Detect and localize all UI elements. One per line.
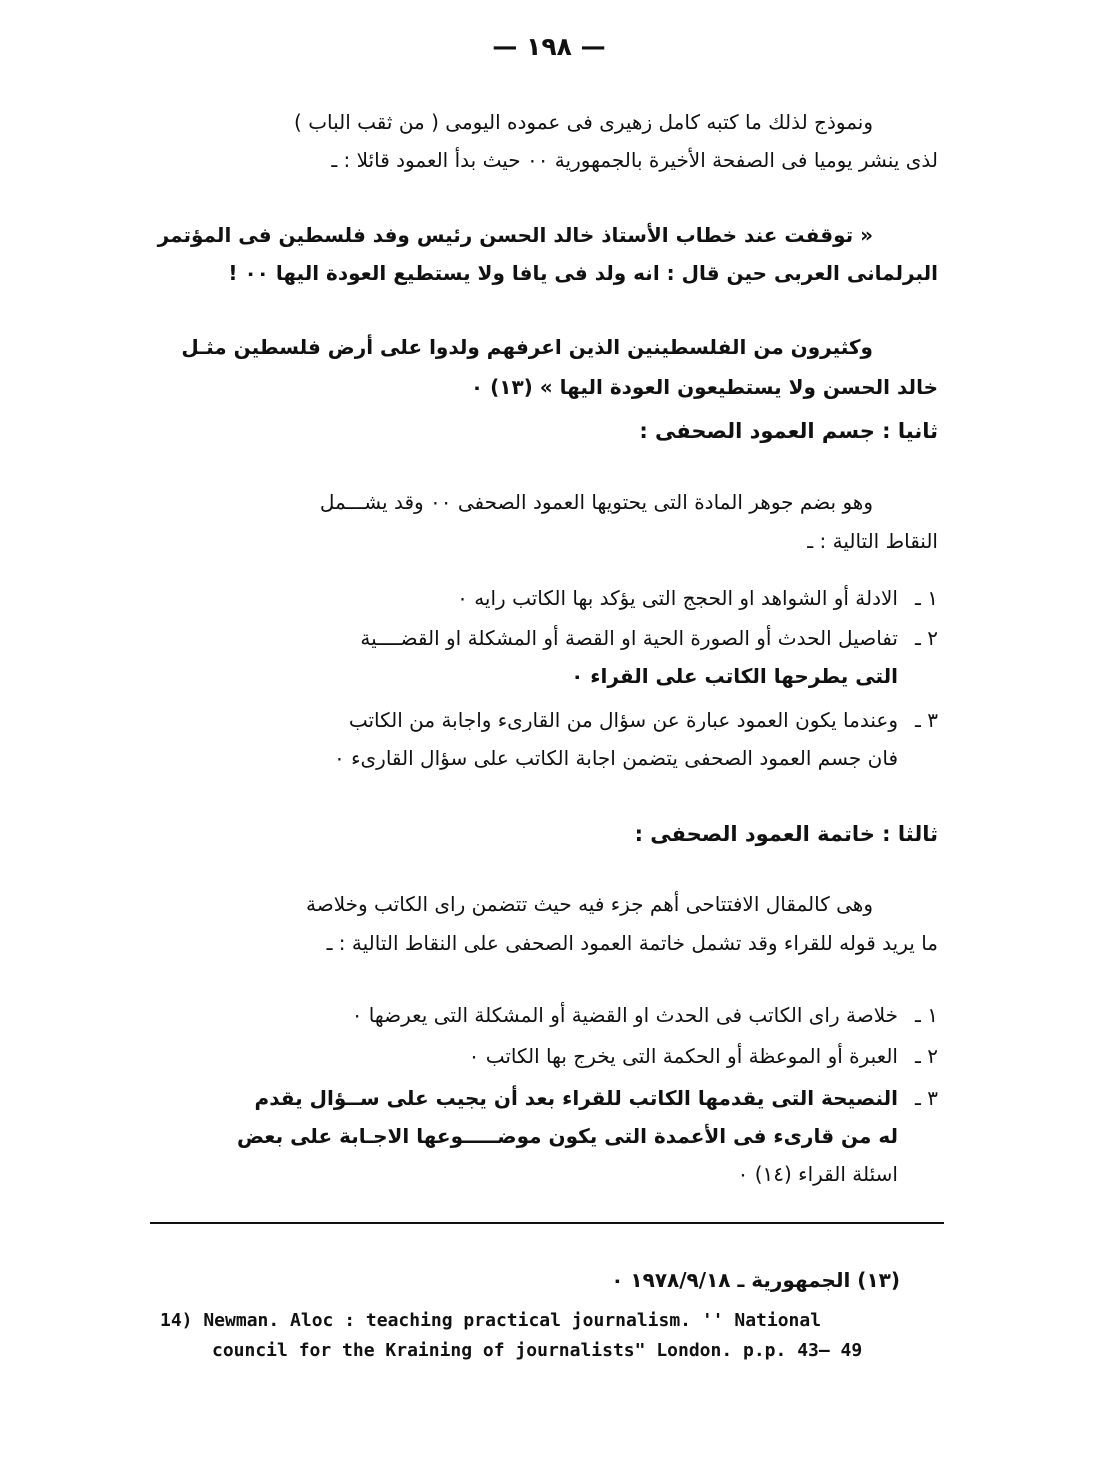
footnote-14-line2: council for the Kraining of journalists" London. p.p. 43— 49 (212, 1340, 863, 1361)
para2-line2: النقاط التالية : ـ (807, 529, 938, 553)
list-item (148, 1079, 938, 1199)
footnote-14-line1: 14) Newman. Aloc : teaching practical journalism. '' National (160, 1310, 822, 1331)
quote2-line1: وكثيرون من الفلسطينين الذين اعرفهم ولدوا على أرض فلسطين مثـل (181, 335, 873, 359)
quote2-line2: خالد الحسن ولا يستطيعون العودة اليها » (١٣) ٠ (470, 375, 938, 399)
list-item-number: ٢ ـ (915, 1044, 938, 1068)
quote1-line2: البرلمانى العربى حين قال : انه ولد فى يافا ولا يستطيع العودة اليها ٠٠ ! (228, 261, 938, 285)
footnote-divider (150, 1222, 944, 1224)
para2-line1: وهو بضم جوهر المادة التى يحتويها العمود الصحفى ٠٠ وقد يشـــمل (319, 490, 873, 514)
list-item-text: العبرة أو الموعظة أو الحكمة التى يخرج بها الكاتب ٠ (468, 1044, 898, 1068)
list-item-number: ٣ ـ (915, 1086, 938, 1110)
para1-line1: ونموذج لذلك ما كتبه كامل زهيرى فى عموده اليومى ( من ثقب الباب ) (294, 110, 873, 134)
section-heading-body: ثانيا : جسم العمود الصحفى : (639, 419, 938, 443)
list-item-text: فان جسم العمود الصحفى يتضمن اجابة الكاتب على سؤال القارىء ٠ (334, 746, 898, 770)
list-item (148, 996, 938, 1036)
list-item-text: اسئلة القراء (١٤) ٠ (737, 1162, 898, 1186)
section-heading-conclusion: ثالثا : خاتمة العمود الصحفى : (634, 822, 938, 846)
list-item (148, 579, 938, 619)
list-item-number: ١ ـ (915, 1003, 938, 1027)
list-item-text: تفاصيل الحدث أو الصورة الحية او القصة أو المشكلة او القضــــية (360, 626, 898, 650)
footnote-14 (160, 1306, 950, 1366)
footnote-13: (١٣) الجمهورية ـ ١٩٧٨/٩/١٨ ٠ (611, 1268, 900, 1292)
list-item-text: خلاصة راى الكاتب فى الحدث او القضية أو المشكلة التى يعرضها ٠ (351, 1003, 898, 1027)
para1-line2: لذى ينشر يوميا فى الصفحة الأخيرة بالجمهورية ٠٠ حيث بدأ العمود قائلا : ـ (331, 148, 938, 172)
para3-line2: ما يريد قوله للقراء وقد تشمل خاتمة العمود الصحفى على النقاط التالية : ـ (326, 931, 938, 955)
list-item-text: التى يطرحها الكاتب على القراء ٠ (571, 664, 898, 688)
quote1-line1: « توقفت عند خطاب الأستاذ خالد الحسن رئيس وفد فلسطين فى المؤتمر (157, 223, 873, 247)
list-item-number: ٢ ـ (915, 626, 938, 650)
page-number: — ١٩٨ — (492, 32, 606, 61)
list-item-text: النصيحة التى يقدمها الكاتب للقراء بعد أن يجيب على ســؤال يقدم (254, 1086, 898, 1110)
list-item (148, 619, 938, 699)
list-item (148, 1037, 938, 1077)
list-item-text: وعندما يكون العمود عبارة عن سؤال من القارىء واجابة من الكاتب (348, 708, 898, 732)
list-item (148, 701, 938, 781)
list-item-text: الادلة أو الشواهد او الحجج التى يؤكد بها الكاتب رايه ٠ (457, 586, 898, 610)
list-item-number: ٣ ـ (915, 708, 938, 732)
para3-line1: وهى كالمقال الافتتاحى أهم جزء فيه حيث تتضمن راى الكاتب وخلاصة (305, 892, 873, 916)
list-item-text: له من قارىء فى الأعمدة التى يكون موضـــــوعها الاجـابة على بعض (237, 1124, 898, 1148)
list-item-number: ١ ـ (915, 586, 938, 610)
